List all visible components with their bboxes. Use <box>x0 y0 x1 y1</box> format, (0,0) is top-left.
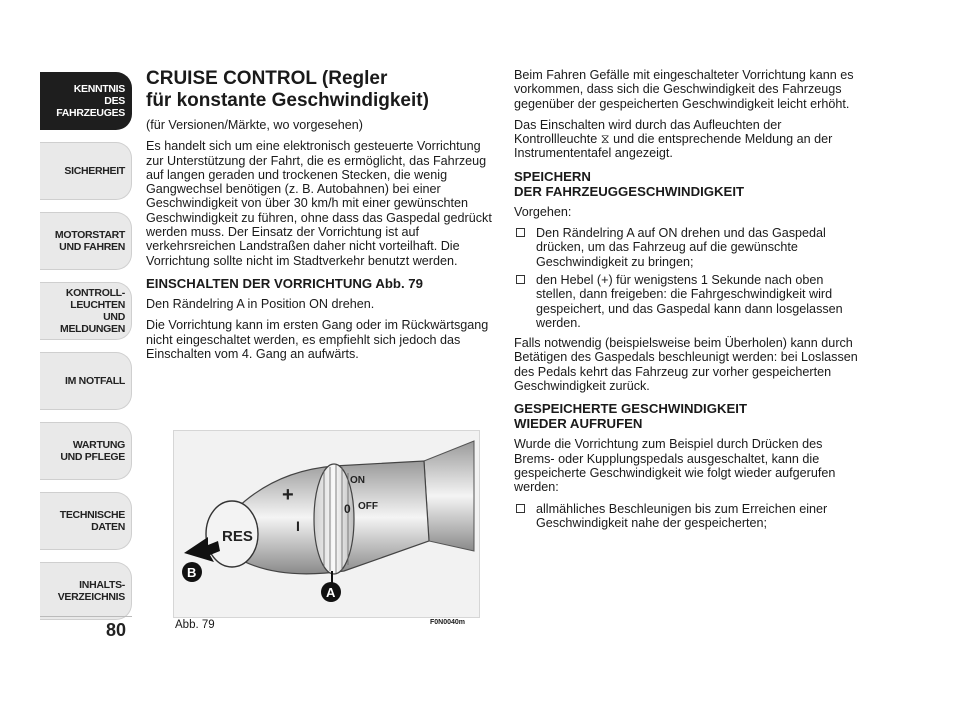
checkbox-bullet-icon <box>516 504 525 513</box>
heading-speichern-line-1: SPEICHERN <box>514 168 591 184</box>
heading-einschalten: EINSCHALTEN DER VORRICHTUNG Abb. 79 <box>146 275 423 291</box>
checkbox-bullet-icon <box>516 228 525 237</box>
left-column <box>146 68 492 368</box>
minus-label: I <box>296 518 300 534</box>
tab-sicherheit[interactable]: SICHERHEIT <box>40 142 132 200</box>
title-line-1: CRUISE CONTROL (Regler <box>146 68 388 89</box>
tab-inhaltsverzeichnis[interactable]: INHALTS- VERZEICHNIS <box>40 562 132 620</box>
tab-im-notfall[interactable]: IM NOTFALL <box>40 352 132 410</box>
downhill-note: Beim Fahren Gefälle mit eingeschalteter Vorrichtung kann es vorkommen, dass sich die Geschwindigkeit des Fahrzeugs gegenüber der gespeicherten Geschwindigkeit leicht erhöht. <box>514 68 854 111</box>
recall-steps <box>514 502 860 531</box>
intro-paragraph: Es handelt sich um eine elektronisch gesteuerte Vorrichtung zur Unterstützung der Fahrt, die es ermöglicht, das Fahrzeug auf langen geraden und trockenen Stecken, die wenig Gangwechsel benötigen (z. B. Autobahnen) bei einer Geschwindigkeit von über 30 km/h mit einer gewünschten Geschwindigkeit zu führen, ohne dass das Gaspedal gedrückt werden muss. Der Einsatz der Vorrichtung ist auf verkehrsreichen Landstraßen daher nicht vorteilhaft. Die Vorrichtung sollte nicht im Stadtverkehr benutzt werden. <box>146 139 492 268</box>
overtaking-note: Falls notwendig (beispielsweise beim Überholen) kann durch Betätigen des Gaspedals beschleunigt werden: bei Loslassen des Pedals kehrt das Fahrzeug zur vorher gespeicherten Geschwindigkeit zurück. <box>514 336 858 394</box>
tab-technische-daten[interactable]: TECHNISCHE DATEN <box>40 492 132 550</box>
gear-note: Die Vorrichtung kann im ersten Gang oder im Rückwärtsgang nicht eingeschaltet werden, es empfiehlt sich jedoch das Einschalten vom 4. Gang an aufwärts. <box>146 318 489 361</box>
zero-label: 0 <box>344 502 351 516</box>
tab-motorstart[interactable]: MOTORSTART UND FAHREN <box>40 212 132 270</box>
res-label: RES <box>222 528 253 545</box>
tab-kontrollleuchten[interactable]: KONTROLL- LEUCHTEN UND MELDUNGEN <box>40 282 132 340</box>
list-item-text: Den Rändelring A auf ON drehen und das Gaspedal drücken, um das Fahrzeug auf die gewünschte Geschwindigkeit zu bringen; <box>536 226 826 269</box>
list-item <box>514 226 860 269</box>
heading-gespeichert-line-1: GESPEICHERTE GESCHWINDIGKEIT <box>514 401 748 417</box>
plus-label: + <box>282 484 294 506</box>
heading-gespeichert-line-2: WIEDER AUFRUFEN <box>514 416 643 432</box>
on-label: ON <box>350 475 365 486</box>
tabs-divider <box>40 616 132 617</box>
callout-b-label: B <box>187 565 197 580</box>
cruise-lever-illustration <box>174 431 479 617</box>
section-title <box>146 68 492 112</box>
checkbox-bullet-icon <box>516 275 525 284</box>
lever-shaft <box>424 441 474 551</box>
tab-wartung[interactable]: WARTUNG UND PFLEGE <box>40 422 132 480</box>
versions-note: (für Versionen/Märkte, wo vorgesehen) <box>146 118 363 132</box>
heading-gespeichert <box>514 401 860 431</box>
recall-paragraph: Wurde die Vorrichtung zum Beispiel durch Drücken des Brems- oder Kupplungspedals ausgeschaltet, kann die gespeicherte Geschwindigkeit wie folgt wieder aufgerufen werden: <box>514 437 836 495</box>
speichern-steps <box>514 226 860 330</box>
off-label: OFF <box>358 501 378 512</box>
page-number: 80 <box>105 620 126 640</box>
figure-code: F0N0040m <box>430 619 466 626</box>
list-item <box>514 502 860 531</box>
title-line-2: für konstante Geschwindigkeit) <box>146 90 429 111</box>
list-item <box>514 273 860 330</box>
figure-caption: Abb. 79 <box>175 619 215 631</box>
indicator-note: Das Einschalten wird durch das Aufleuchten der Kontrollleuchte ⧖ und die entsprechende Meldung an der Instrumententafel angezeigt. <box>514 117 833 161</box>
right-column <box>514 68 860 536</box>
heading-speichern-line-2: DER FAHRZEUGGESCHWINDIGKEIT <box>514 183 745 199</box>
heading-speichern <box>514 169 860 199</box>
callout-a-label: A <box>326 585 336 600</box>
list-item-text: allmähliches Beschleunigen bis zum Erreichen einer Geschwindigkeit nahe der gespeicherten; <box>536 501 828 530</box>
figure-cruise-lever <box>173 430 480 618</box>
list-item-text: den Hebel (+) für wenigstens 1 Sekunde nach oben stellen, dann freigeben: die Fahrgeschwindigkeit wird gespeichert, und das Gaspedal kann dann losgelassen werden. <box>536 272 843 330</box>
einschalten-step: Den Rändelring A in Position ON drehen. <box>146 296 375 311</box>
procedure-label: Vorgehen: <box>514 204 572 219</box>
tab-kenntnis[interactable]: KENNTNIS DES FAHRZEUGES <box>40 72 132 130</box>
chapter-tabs <box>40 72 132 632</box>
